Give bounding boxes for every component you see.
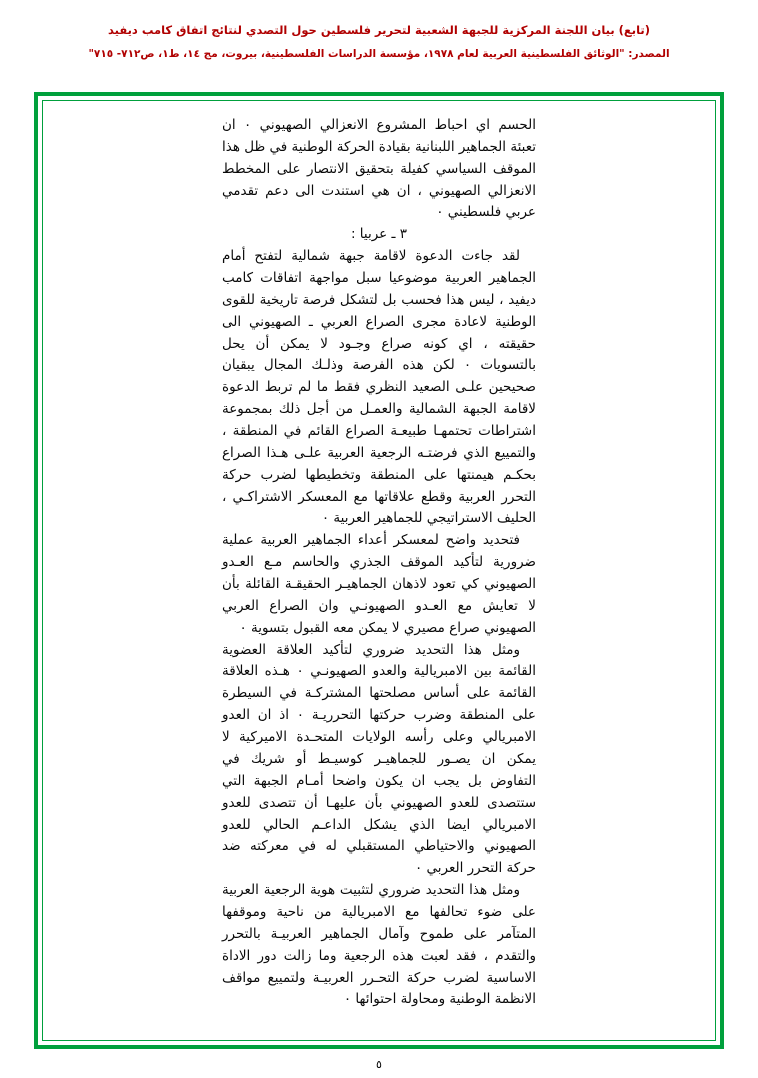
header-source: المصدر: "الوثائق الفلسطينية العربية لعام ١٩٧٨، مؤسسة الدراسات الفلسطينية، بيروت، مج ١٤، ط١، ص٧١٢- ٧١٥" (88, 48, 670, 61)
document-body (0, 115, 758, 1011)
paragraph: ومثل هذا التحديد ضروري لتثبيت هوية الرجعية العربية على ضوء تحالفها مع الامبريالية من ناحية وموقفها المتآمر على طموح وآمال الجماهير العربيـة بالتحرر والتقدم ، فقد لعبت هذه الرجعية وما زالت دور الاداة الاساسية لضرب حركة التحـرر العربيـة ولتمييع مواقف الانظمة الوطنية ومحاولة احتوائها ٠ (222, 882, 536, 1008)
page-number: ٥ (376, 1058, 382, 1071)
section-heading: ٣ ـ عربيا : (350, 226, 408, 243)
paragraph: لقد جاءت الدعوة لاقامة جبهة شمالية لتفتح أمام الجماهير العربية موضوعيا سبل مواجهة اتفاقات كامب ديفيد ، ليس هذا فحسب بل لتشكل فرصة تاريخية للقوى الوطنية لاعادة مجرى الصراع العربي ـ الصهيوني الى حقيقته ، اي كونه صراع وجـود لا يمكن أن يحل بالتسويات ٠ لكن هذه الفرصة وذلـك المجال يبقيان صحيحين علـى الصعيد النظري فقط ما لم تربط الدعوة لاقامة الجبهة الشمالية والعمـل من أجل ذلك بمجموعة اشتراطات تحتمهـا طبيعـة الصراع القائم في المنطقة ، والتمييع الذي فرضتـه الرجعية العربية علـى هـذا الصراع بحكـم هيمنتها على المنطقة وتخطيطها لضرب حركة التحرر العربية وقطع علاقاتها مع المعسكر الاشتراكـي ، الحليف الاستراتيجي للجماهير العربية ٠ (222, 248, 536, 527)
document-header (0, 22, 758, 63)
header-title: (تابع) بيان اللجنة المركزية للجبهة الشعبية لتحرير فلسطين حول التصدي لنتائج اتفاق كامب ديفيد (107, 23, 650, 37)
paragraph: الحسم اي احباط المشروع الانعزالي الصهيوني ٠ ان تعبئة الجماهير اللبنانية بقيادة الحركة الوطنية في ظل هذا الموقف السياسي كفيلة بتحقيق الانتصار على المخطط الانعزالي الصهيوني ، ان هي استندت الى دعم تقدمي عربي فلسطيني ٠ (222, 117, 536, 221)
paragraph: فتحديد واضح لمعسكر أعداء الجماهير العربية عملية ضرورية لتأكيد الموقف الجذري والحاسم مـع العـدو الصهيوني كي تعود لاذهان الجماهيـر الحقيقـة القائلة بأن لا تعايش مع العـدو الصهيونـي وان الصراع العربي الصهيوني صراع مصيري لا يمكن معه القبول بتسوية ٠ (222, 532, 536, 636)
paragraph: ومثل هذا التحديد ضروري لتأكيد العلاقة العضوية القائمة بين الامبريالية والعدو الصهيونـي ٠ هـذه العلاقة القائمة على أساس مصلحتها المشتركـة في السيطرة على المنطقة وضرب حركتها التحرريـة ٠ اذ ان العدو الامبريالي وعلى رأسه الولايات المتحـدة الاميركية لا يمكن ان يصـور للجماهيـر كوسيـط أو شريك في التفاوض بل يجب ان يكون واضحا أمـام الجبهة التي ستتصدى للعدو الصهيوني بأن عليهـا أن تتصدى للعدو الامبريالي ايضا الذي يشكل الداعـم الحالي للعدو الصهيوني والاحتياطي المستقبلي له في معركته ضد حركة التحرر العربي ٠ (222, 641, 536, 877)
